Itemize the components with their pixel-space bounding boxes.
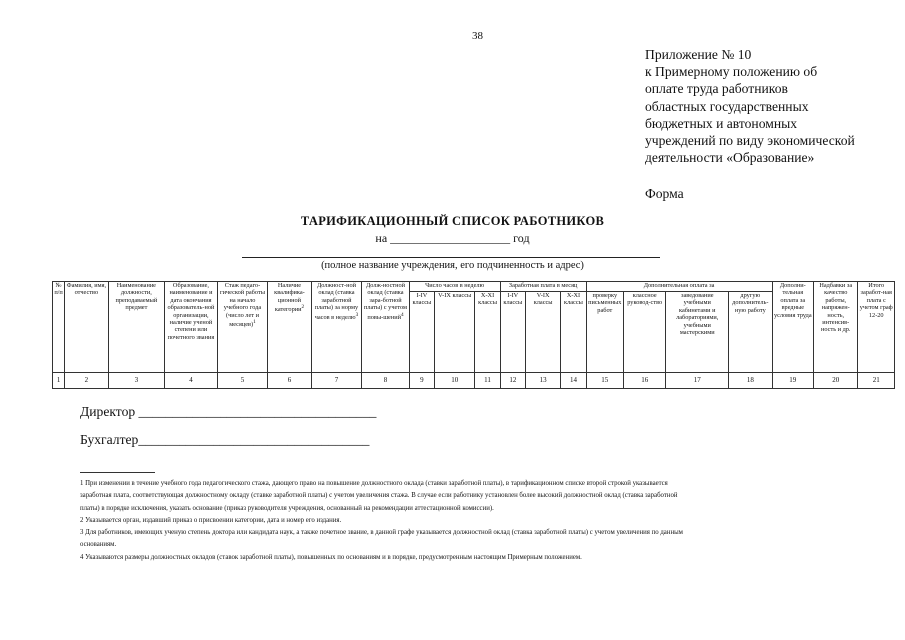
- column-number: 9: [409, 373, 434, 389]
- col-header-name: Фамилия, имя, отчество: [65, 282, 108, 373]
- col-header-monthly-wage: Заработная плата в месяц: [500, 282, 586, 292]
- column-number: 2: [65, 373, 108, 389]
- col-header-bonuses: Надбавки за качество работы, напряжен-ность, интенсив-ность и др.: [814, 282, 858, 373]
- column-number: 16: [623, 373, 665, 389]
- footnote-line: 4 Указываются размеры должностных окладов (ставок заработной платы), повышенных по основаниям и в порядке, предусмотренным настоящим Примерным положением.: [80, 553, 582, 561]
- appendix-line: оплате труда работников: [645, 81, 788, 97]
- column-number: 21: [858, 373, 895, 389]
- col-header-extra-pay: Дополнительная оплата за: [586, 282, 772, 292]
- column-number: 11: [475, 373, 500, 389]
- column-number: 4: [165, 373, 218, 389]
- appendix-line: Приложение № 10: [645, 47, 752, 62]
- col-header-education: Образование, наименование и дата окончания образователь-ной организации, наличие ученой степени или почетного звания: [165, 282, 218, 373]
- column-number: 12: [500, 373, 525, 389]
- column-number: 20: [814, 373, 858, 389]
- column-number: 8: [362, 373, 410, 389]
- column-number: 6: [268, 373, 311, 389]
- institution-caption: (полное название учреждения, его подчиненность и адрес): [321, 260, 584, 271]
- column-number: 3: [108, 373, 165, 389]
- footnote-line: основаниям.: [80, 541, 117, 549]
- column-number: 7: [311, 373, 362, 389]
- year-line: на ____________________ год: [375, 231, 530, 245]
- document-title: ТАРИФИКАЦИОННЫЙ СПИСОК РАБОТНИКОВ: [300, 214, 605, 228]
- form-label: Форма: [645, 186, 684, 201]
- col-header-hours-grade: V-IX классы: [435, 292, 475, 373]
- appendix-line: учреждений по виду экономической: [645, 133, 855, 149]
- col-header-hours: Число часов в неделю: [409, 282, 500, 292]
- col-header-qualification: Наличие квалифика-ционной категории$^2$: [268, 282, 311, 373]
- column-number: 14: [561, 373, 586, 389]
- footnote-line: 2 Указывается орган, издавший приказ о присвоении категории, дата и номер его издания.: [80, 516, 342, 524]
- column-number: 17: [666, 373, 729, 389]
- col-header-hours-grade: I-IV классы: [409, 292, 434, 373]
- appendix-line: к Примерному положению об: [645, 64, 818, 80]
- director-signature-line: Директор ___________________________________: [80, 404, 377, 419]
- col-header-hours-grade: X-XI классы: [475, 292, 500, 373]
- institution-name-line: [242, 257, 660, 258]
- footnote-line: 3 Для работников, имеющих ученую степень доктора или кандидата наук, а также почетное звание, в данной графе указывается должностной оклад (ставка заработной платы) с учетом увеличения по данным: [80, 529, 683, 537]
- column-number: 15: [586, 373, 623, 389]
- col-header-harmful-conditions: Дополни-тельная оплата за вредные условия труда: [772, 282, 813, 373]
- accountant-signature-line: Бухгалтер__________________________________: [80, 432, 370, 447]
- col-header-extra-written-work: проверку письменных работ: [586, 292, 623, 373]
- column-number: 10: [435, 373, 475, 389]
- footnote-separator: [80, 472, 155, 473]
- page-number: 38: [472, 30, 483, 42]
- appendix-header: [645, 46, 895, 166]
- column-number: 13: [525, 373, 560, 389]
- col-header-wage-grade: V-IX классы: [525, 292, 560, 373]
- appendix-line: бюджетных и автономных: [645, 115, 798, 131]
- footnotes: [80, 478, 870, 564]
- col-header-experience: Стаж педаго-гической работы на начало учебного года (число лет и месяцев)$^1$: [217, 282, 268, 373]
- tarification-table: [52, 281, 895, 387]
- col-header-total: Итого заработ-ная плата с учетом граф 12-20: [858, 282, 895, 373]
- appendix-line: областных государственных: [645, 98, 809, 114]
- column-number: 18: [729, 373, 773, 389]
- column-number: 1: [53, 373, 65, 389]
- col-header-extra-other: другую дополнитель-ную работу: [729, 292, 773, 373]
- col-header-extra-class-management: классное руковод-ство: [623, 292, 665, 373]
- col-header-salary: Должност-ной оклад (ставка заработной платы) за норму часов в неделю$^3$: [311, 282, 362, 373]
- col-header-salary-increased: Долж-ностной оклад (ставка зара-ботной платы) с учетом повы-шений$^4$: [362, 282, 410, 373]
- col-header-wage-grade: I-IV классы: [500, 292, 525, 373]
- appendix-line: деятельности «Образование»: [645, 150, 815, 166]
- col-header-position: Наименование должности, преподаваемый предмет: [108, 282, 165, 373]
- column-number: 5: [217, 373, 268, 389]
- footnote-line: заработная плата, соответствующая должностному окладу (ставке заработной платы) с учетом увеличения стажа. В случае если работнику установлен более высокий должностной оклад (ставка заработной: [80, 492, 678, 500]
- footnote-line: платы) в порядке исключения, указать основание (приказ руководителя учреждения, основанный на рекомендации аттестационной комиссии).: [80, 504, 494, 512]
- col-header-wage-grade: X-XI классы: [561, 292, 586, 373]
- col-header-number: № п/п: [53, 282, 65, 373]
- col-header-extra-cabinets: заведование учебными кабинетами и лабораториями, учебными мастерскими: [666, 292, 729, 373]
- footnote-line: 1 При изменении в течение учебного года педагогического стажа, дающего право на повышение должностного оклада (ставки заработной платы), в тарификационном списке второй строкой указывается: [80, 480, 668, 487]
- column-number: 19: [772, 373, 813, 389]
